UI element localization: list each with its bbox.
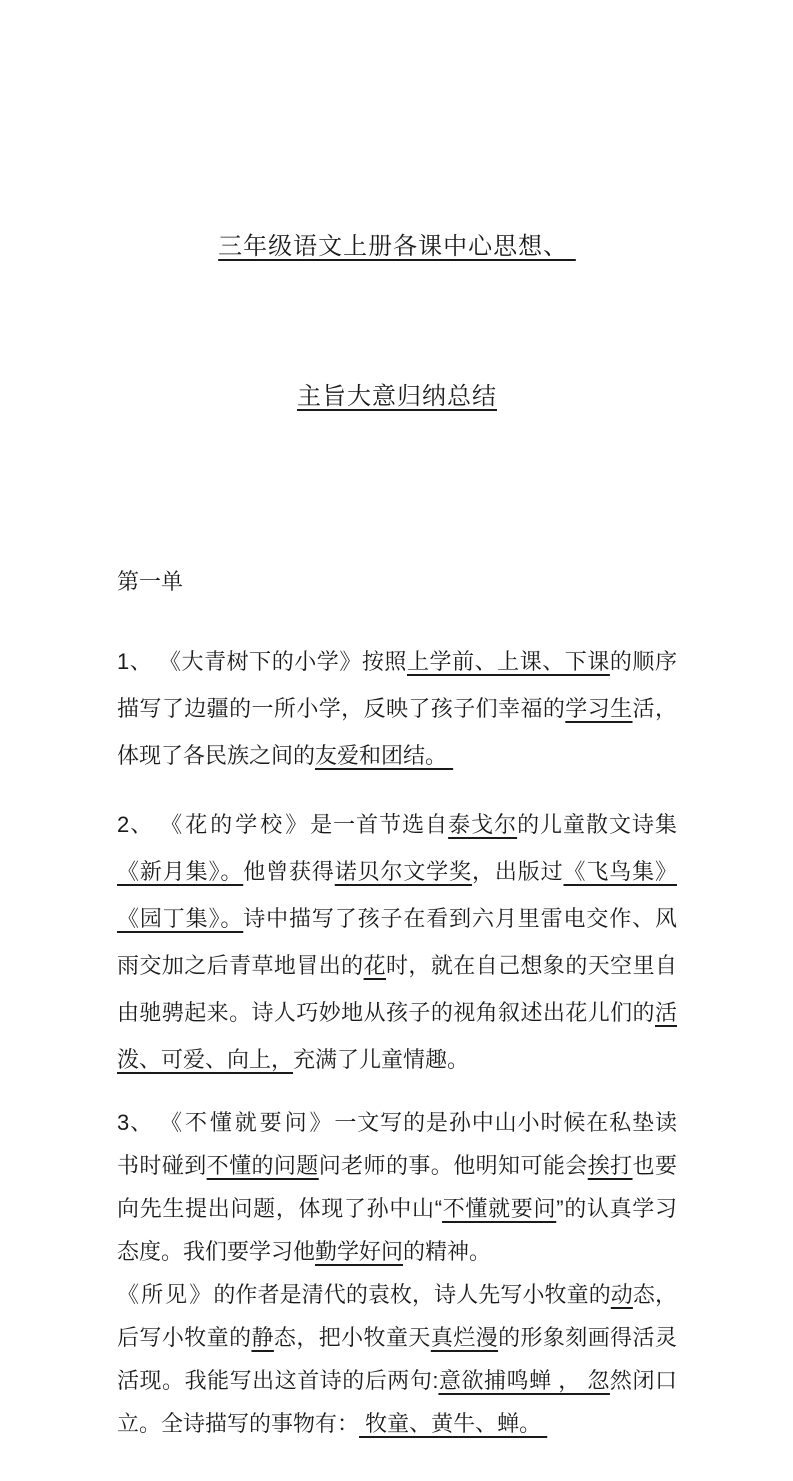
text-run: 《飞鸟集》《园丁集》。 — [117, 859, 677, 931]
paragraph — [117, 1101, 677, 1273]
text-run: 时，就在自己想象的天空里自由驰骋起来。诗人巧妙地从孩子的视角叙述出花儿们的 — [117, 953, 677, 1025]
text-run: ”的认真学习态度。我们要学习他 — [117, 1196, 677, 1264]
text-run: 活泼、可爱、向上， — [117, 1000, 677, 1072]
text-run: 的儿童散文诗集 — [517, 812, 677, 837]
text-run: 诗中描写了孩子在看到六月里雷电交作、风雨交加之后青草地冒出的 — [117, 906, 677, 978]
text-run: 真烂漫 — [430, 1325, 499, 1350]
text-run: 上学前、上课、下课 — [406, 649, 610, 674]
book-title-run: 《不懂就要问》 — [160, 1110, 335, 1135]
text-run: 意欲捕鸣蝉 ， 忽 — [438, 1368, 610, 1393]
text-run: 不懂就要问 — [442, 1196, 557, 1221]
text-run: 然闭口立。全诗描写的事物有： — [117, 1368, 677, 1436]
book-title-run: 《花的学校》 — [160, 812, 311, 837]
text-run: 花 — [363, 953, 386, 978]
text-run: 3、 — [117, 1110, 161, 1135]
document-title — [117, 122, 677, 522]
text-run: 问老师的事。他明知可能会 — [318, 1153, 588, 1178]
text-run: 他曾获得 — [243, 859, 335, 884]
title-line-1-text: 三年级语文上册各课中心思想、 — [218, 233, 576, 260]
paragraph — [117, 1273, 677, 1445]
text-run: 牧童、黄牛、蝉。 — [359, 1411, 548, 1436]
text-run: 诺贝尔文学奖 — [334, 859, 472, 884]
text-run: 勤学好问 — [315, 1239, 404, 1264]
text-run: 学习生 — [565, 696, 633, 721]
text-run: 的作者是清代的袁枚，诗人先写小牧童的 — [213, 1282, 611, 1307]
title-line-2-text: 主旨大意归纳总结 — [297, 383, 497, 410]
text-run: 《新月集》。 — [117, 859, 244, 884]
paragraph — [117, 638, 677, 779]
text-run: ，出版过 — [471, 859, 564, 884]
text-run: 1、 《大青树下的小学》按照 — [117, 649, 407, 674]
paragraphs — [117, 638, 677, 1445]
text-run: 态，把小牧童天 — [273, 1325, 431, 1350]
text-run: 友爱和团结。 — [315, 743, 454, 768]
text-run: 的精神。 — [403, 1239, 492, 1264]
text-run: 也要向先生提出问题，体现了孙中山“ — [117, 1153, 677, 1221]
title-line-1 — [117, 222, 677, 272]
text-run: 2、 — [117, 812, 161, 837]
text-run: 的顺序描写了边疆的一所小学，反映了孩子们幸福的 — [117, 649, 677, 721]
section-heading: 第一单 — [117, 569, 184, 594]
text-run: 动 — [610, 1282, 633, 1307]
paragraph — [117, 801, 677, 1083]
text-run: 是一首节选自 — [310, 812, 449, 837]
text-run: 不懂的问题 — [206, 1153, 319, 1178]
text-run: 挨打 — [587, 1153, 633, 1178]
text-run: 的形象刻画得活灵活现。我能写出这首诗的后两句: — [117, 1325, 677, 1393]
text-run: 一文写的是孙中山小时候在私垫读书时碰到 — [117, 1110, 677, 1178]
text-run: 态，后写小牧童的 — [117, 1282, 677, 1350]
book-title-run: 《所见》 — [117, 1282, 214, 1307]
text-run: 充满了儿童情趣。 — [293, 1047, 470, 1072]
text-run: 静 — [251, 1325, 274, 1350]
text-run: 活，体现了各民族之间的 — [117, 696, 677, 768]
text-run: 泰戈尔 — [448, 812, 518, 837]
title-line-2 — [117, 372, 677, 422]
